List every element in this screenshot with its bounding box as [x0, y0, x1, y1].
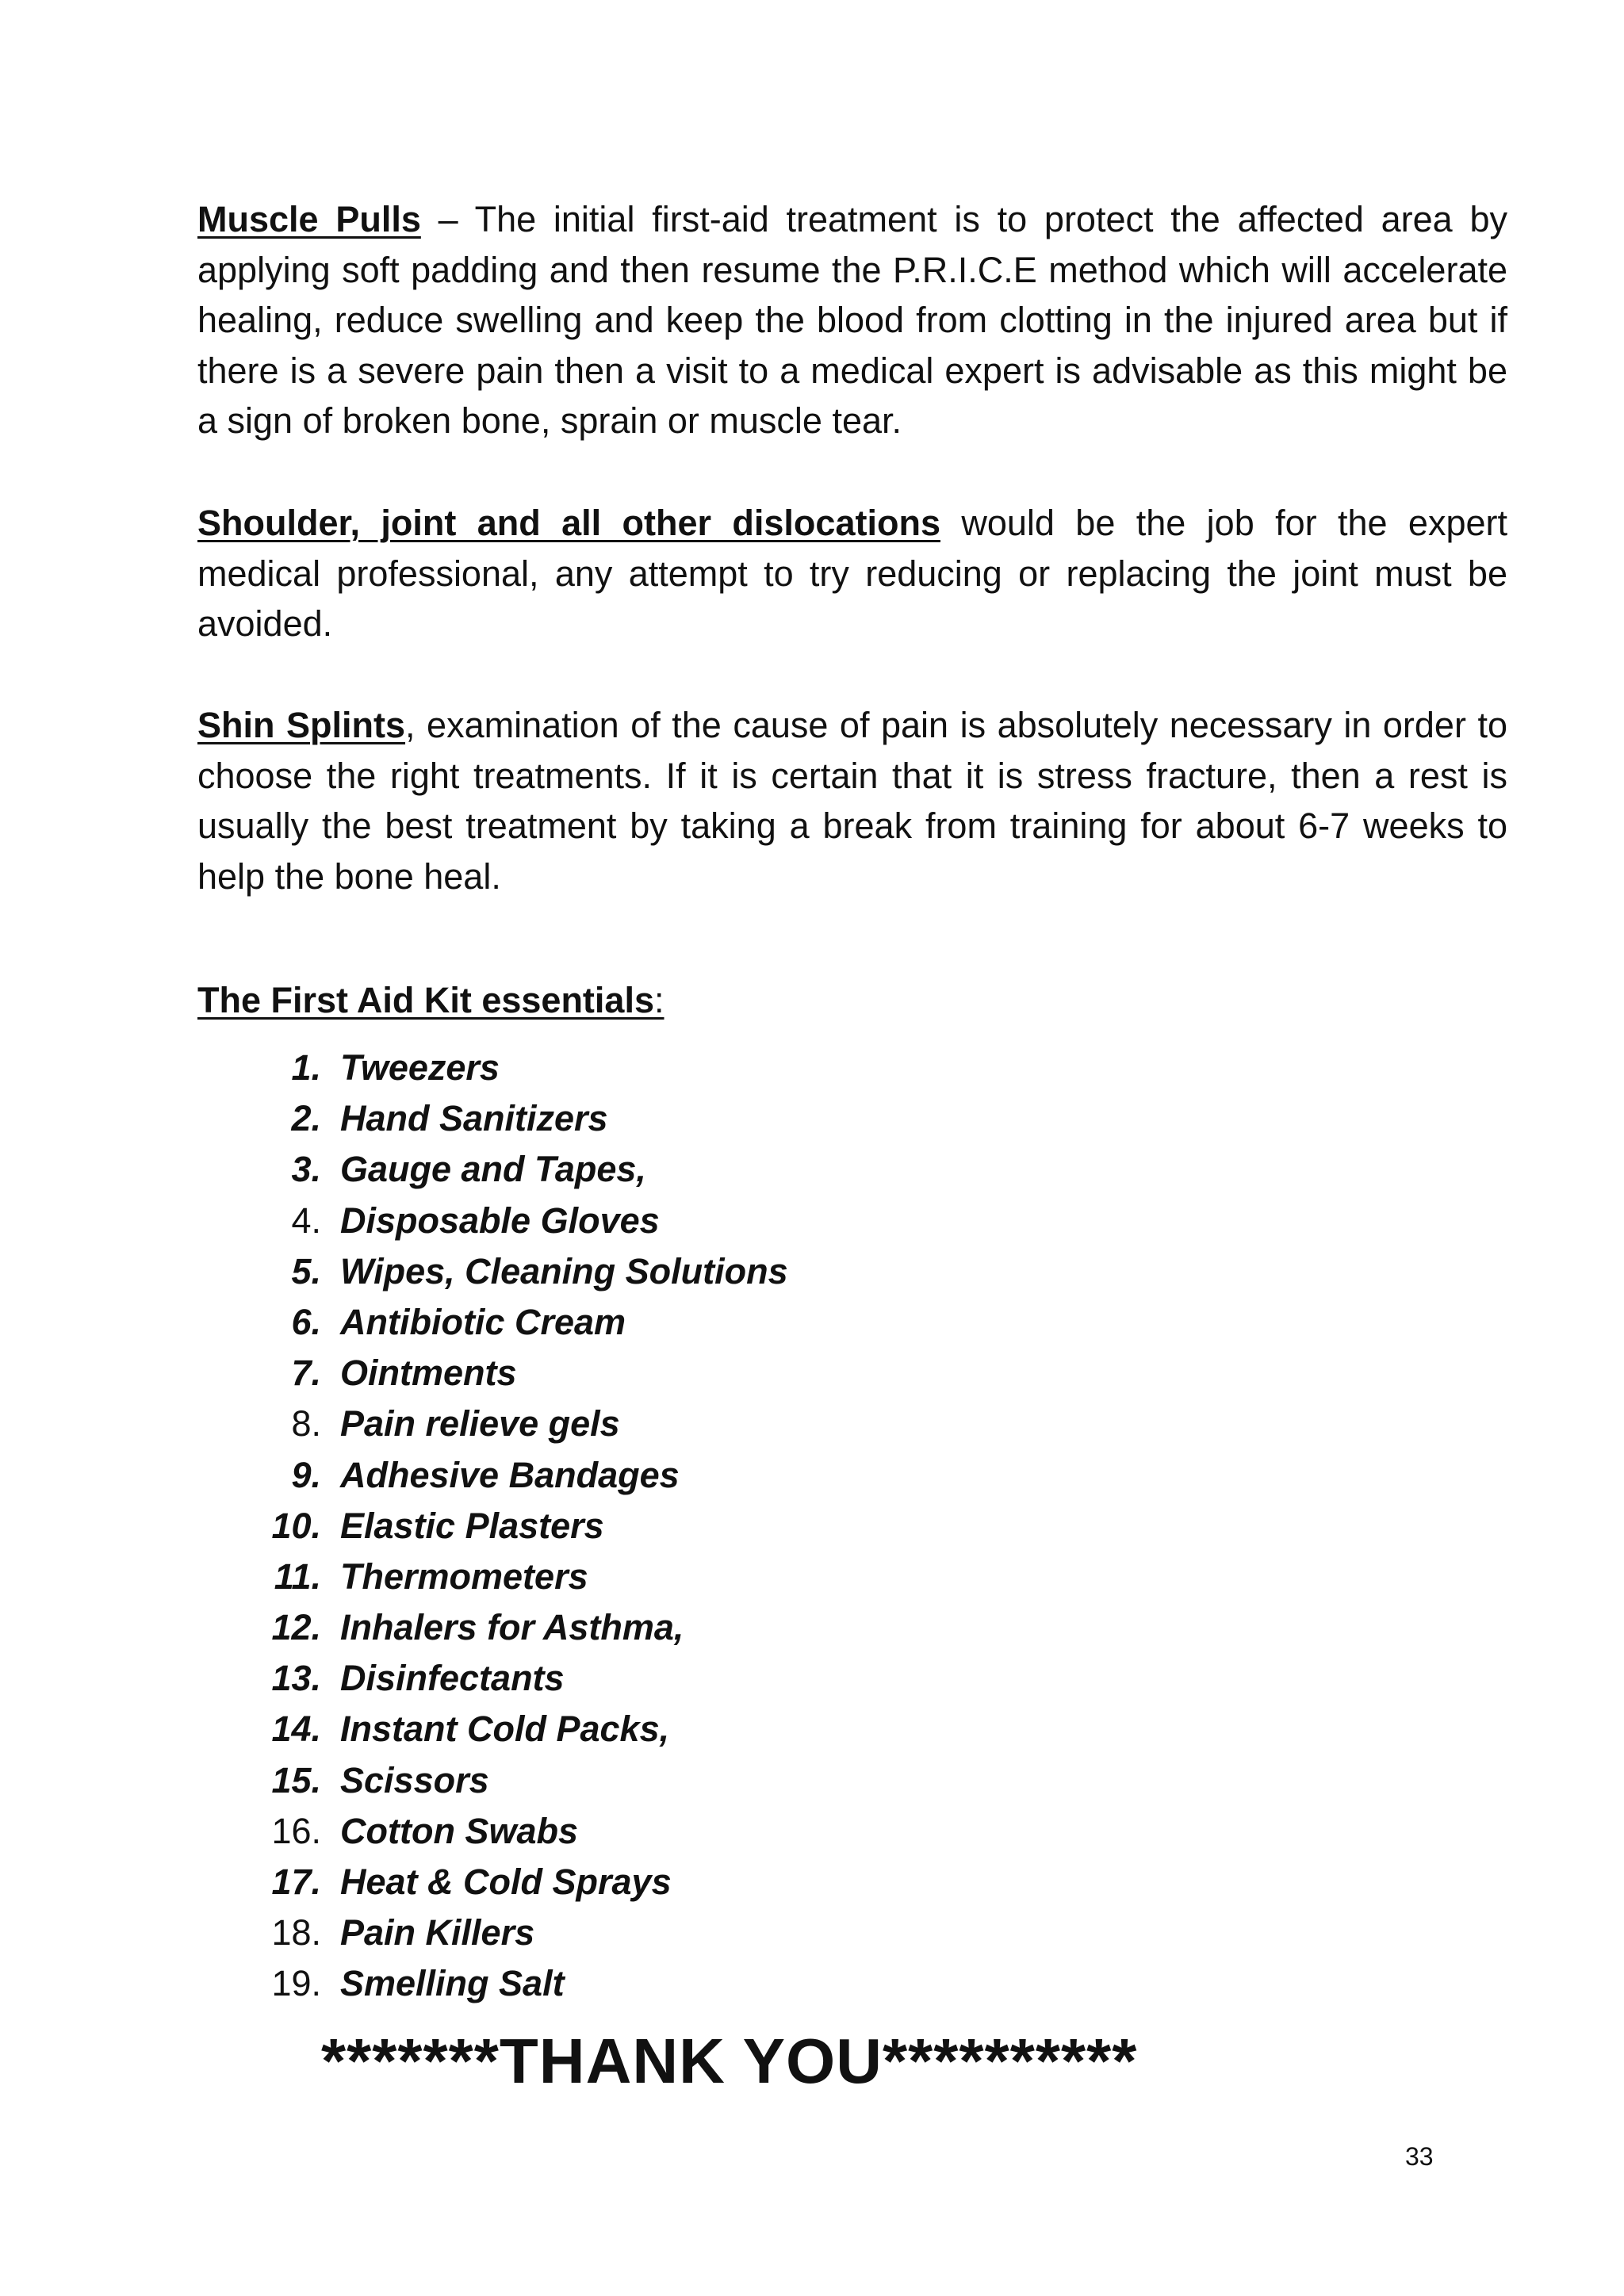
- list-item-label: Smelling Salt: [340, 1963, 565, 2004]
- kit-list: [197, 1043, 1308, 2010]
- list-item: [197, 1602, 1308, 1653]
- list-item-number: 4.: [291, 1200, 321, 1241]
- closing-thank-you: *******THANK YOU**********: [321, 2026, 1138, 2096]
- list-item: [197, 1806, 1308, 1857]
- list-item-label: Wipes, Cleaning Solutions: [340, 1250, 788, 1292]
- list-item-number: 16.: [271, 1810, 321, 1851]
- page-number: 33: [1405, 2142, 1434, 2171]
- list-item-label: Adhesive Bandages: [340, 1454, 680, 1495]
- paragraph-shin-splints: [197, 700, 1507, 901]
- list-item-label: Pain Killers: [340, 1912, 535, 1954]
- list-item: [197, 1297, 1308, 1348]
- kit-heading-colon: :: [653, 980, 665, 1020]
- list-item: [197, 1399, 1308, 1449]
- list-item-number: 17.: [271, 1862, 321, 1902]
- list-item: [197, 1653, 1308, 1704]
- list-item-number: 18.: [271, 1912, 321, 1954]
- list-item-label: Heat & Cold Sprays: [340, 1862, 672, 1902]
- list-item-label: Antibiotic Cream: [340, 1301, 626, 1342]
- list-item-label: Instant Cold Packs,: [340, 1709, 670, 1750]
- list-item-label: Hand Sanitizers: [340, 1098, 608, 1139]
- list-item: [197, 1450, 1308, 1501]
- list-item-number: 15.: [271, 1759, 321, 1800]
- list-item-label: Elastic Plasters: [340, 1505, 604, 1546]
- list-item-label: Gauge and Tapes,: [340, 1149, 646, 1190]
- list-item-label: Inhalers for Asthma,: [340, 1607, 684, 1648]
- text-shin-splints: , examination of the cause of pain is absolutely necessary in order to choose the right treatments. If it is certain that it is stress fracture, then a rest is usually the best treatment by taking a break from training for about 6-7 weeks to help the bone heal.: [197, 705, 1507, 897]
- list-item-label: Tweezers: [340, 1047, 500, 1088]
- list-item-number: 19.: [271, 1963, 321, 2004]
- list-item-number: 14.: [271, 1709, 321, 1750]
- list-item: [197, 1348, 1308, 1399]
- paragraph-muscle-pulls: [197, 194, 1507, 446]
- list-item: [197, 1093, 1308, 1144]
- list-item: [197, 1246, 1308, 1297]
- kit-heading: [197, 975, 665, 1025]
- list-item-number: 12.: [271, 1607, 321, 1648]
- list-item-number: 1.: [291, 1047, 321, 1088]
- list-item: [197, 1908, 1308, 1958]
- term-muscle-pulls: Muscle Pulls: [197, 199, 421, 239]
- kit-heading-title: The First Aid Kit essentials: [197, 980, 654, 1020]
- list-item-label: Disinfectants: [340, 1658, 565, 1699]
- list-item: [197, 1196, 1308, 1246]
- list-item-number: 8.: [291, 1403, 321, 1445]
- list-item: [197, 1755, 1308, 1806]
- list-item-label: Thermometers: [340, 1556, 588, 1597]
- list-item: [197, 1144, 1308, 1195]
- list-item-label: Ointments: [340, 1353, 517, 1394]
- list-item: [197, 1704, 1308, 1755]
- list-item-number: 2.: [291, 1098, 321, 1139]
- list-item: [197, 1857, 1308, 1908]
- term-dislocations: Shoulder, joint and all other dislocations: [197, 503, 940, 543]
- list-item-number: 10.: [271, 1505, 321, 1546]
- list-item: [197, 1552, 1308, 1602]
- paragraph-dislocations: [197, 498, 1507, 649]
- list-item: [197, 1501, 1308, 1552]
- list-item: [197, 1043, 1308, 1093]
- list-item-number: 9.: [291, 1454, 321, 1495]
- list-item-number: 6.: [291, 1301, 321, 1342]
- list-item-number: 11.: [274, 1556, 321, 1597]
- list-item-number: 5.: [291, 1250, 321, 1292]
- list-item-number: 3.: [291, 1149, 321, 1190]
- term-shin-splints: Shin Splints: [197, 705, 406, 745]
- list-item: [197, 1958, 1308, 2009]
- list-item-label: Pain relieve gels: [340, 1403, 620, 1445]
- list-item-label: Scissors: [340, 1759, 489, 1800]
- list-item-number: 7.: [291, 1353, 321, 1394]
- list-item-label: Cotton Swabs: [340, 1810, 578, 1851]
- text-dislocations: would be the job for the expert medical professional, any attempt to try reducing or replacing the joint must be avoided.: [197, 503, 1507, 644]
- list-item-label: Disposable Gloves: [340, 1200, 660, 1241]
- text-muscle-pulls: – The initial first-aid treatment is to protect the affected area by applying soft padding and then resume the P.R.I.C.E method which will accelerate healing, reduce swelling and keep the blood from clotting in the injured area but if there is a severe pain then a visit to a medical expert is advisable as this might be a sign of broken bone, sprain or muscle tear.: [197, 199, 1507, 441]
- list-item-number: 13.: [271, 1658, 321, 1699]
